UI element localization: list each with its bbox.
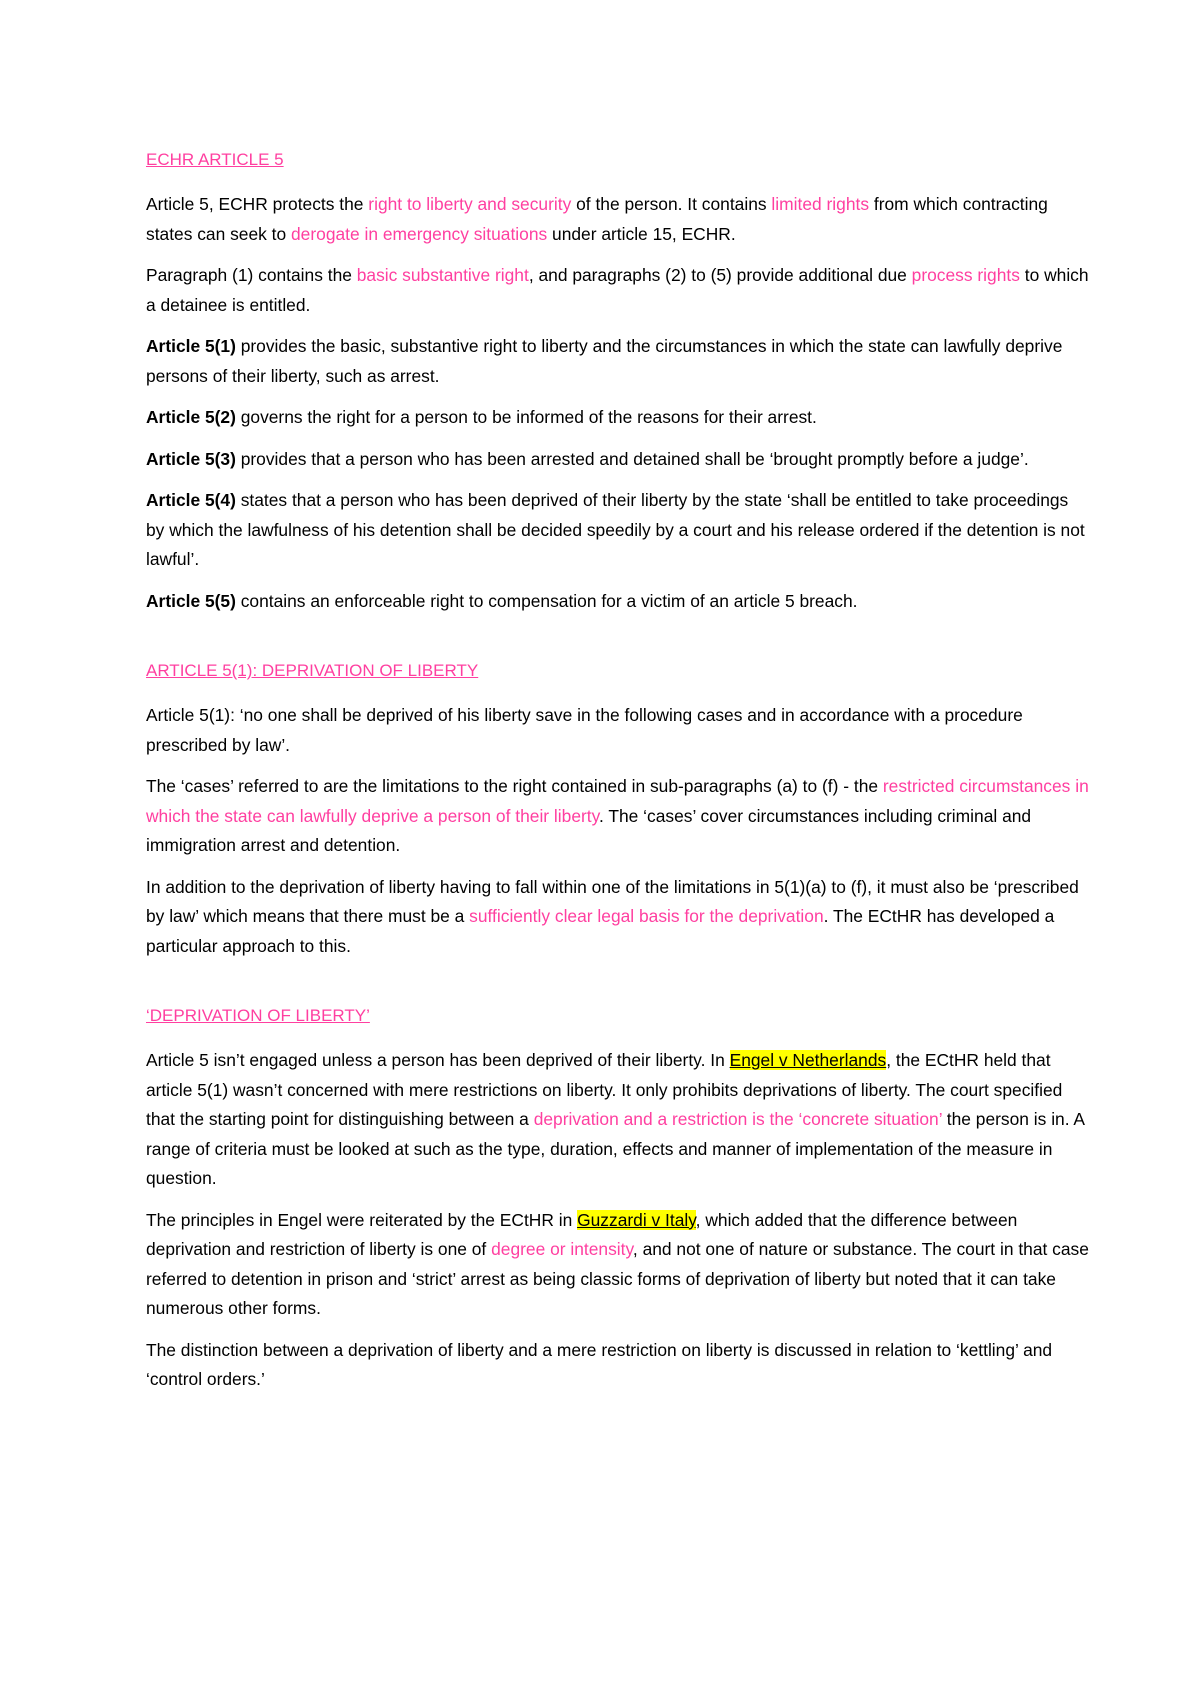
- text-run: contains an enforceable right to compensation for a victim of an article 5 breach.: [235, 590, 858, 611]
- text-run: . The ECtHR has developed a particular approach to this.: [146, 906, 1055, 956]
- text-run: The ‘cases’ referred to are the limitations to the right contained in sub-paragraphs (a) to (f) - the: [146, 776, 883, 796]
- pink-text: right to liberty and security: [368, 194, 572, 214]
- paragraph: [146, 587, 1090, 617]
- text-run: to which a detainee is entitled.: [146, 265, 1089, 315]
- bold-article-ref: Article 5(4): [146, 490, 236, 510]
- text-run: , and not one of nature or substance. The court in that case referred to detention in prison and ‘strict’ arrest as being classic forms of deprivation of liberty but noted that it can take numerous other forms.: [146, 1239, 1089, 1318]
- pink-text: degree or intensity: [491, 1239, 633, 1259]
- paragraph: [146, 403, 1090, 433]
- highlighted-case-name: Engel v Netherlands: [729, 1050, 887, 1070]
- section-heading-deprivation-of-liberty: ‘DEPRIVATION OF LIBERTY’: [146, 1006, 370, 1025]
- text-run: The distinction between a deprivation of liberty and a mere restriction on liberty is discussed in relation to ‘kettling’ and ‘control orders.’: [146, 1339, 1053, 1389]
- paragraph: [146, 486, 1090, 575]
- text-run: , which added that the difference between deprivation and restriction of liberty is one of: [146, 1209, 1018, 1259]
- text-run: provides the basic, substantive right to liberty and the circumstances in which the state can lawfully deprive persons of their liberty, such as arrest.: [146, 336, 1063, 386]
- text-run: under article 15, ECHR.: [547, 223, 736, 244]
- pink-text: basic substantive right: [356, 265, 529, 285]
- pink-text: process rights: [911, 265, 1020, 285]
- paragraph: [146, 873, 1090, 962]
- paragraph: [146, 332, 1090, 391]
- text-run: Article 5 isn’t engaged unless a person has been deprived of their liberty. In: [146, 1050, 730, 1070]
- bold-article-ref: Article 5(3): [146, 448, 236, 469]
- paragraph: [146, 1206, 1090, 1324]
- text-run: states that a person who has been deprived of their liberty by the state ‘shall be entitled to take proceedings by which the lawfulness of his detention shall be decided speedily by a court and his release ordered if the detention is not lawful’.: [146, 490, 1085, 569]
- paragraph: [146, 772, 1090, 861]
- text-run: provides that a person who has been arrested and detained shall be ‘brought promptly before a judge’.: [235, 448, 1029, 469]
- pink-text: deprivation and a restriction is the ‘concrete situation’: [533, 1109, 942, 1129]
- paragraph: [146, 1336, 1090, 1395]
- pink-text: derogate in emergency situations: [291, 223, 548, 244]
- text-run: Article 5(1): ‘no one shall be deprived of his liberty save in the following cases and in accordance with a procedure prescribed by law’.: [146, 705, 1023, 755]
- spacer: [146, 973, 1090, 1001]
- section-heading-article-5-1: ARTICLE 5(1): DEPRIVATION OF LIBERTY: [146, 661, 479, 680]
- text-run: . The ‘cases’ cover circumstances including criminal and immigration arrest and detention.: [146, 805, 1032, 855]
- text-run: governs the right for a person to be informed of the reasons for their arrest.: [235, 407, 817, 427]
- paragraph: [146, 1046, 1090, 1194]
- text-run: Article 5, ECHR protects the: [146, 194, 369, 214]
- bold-article-ref: Article 5(1): [146, 336, 236, 356]
- bold-article-ref: Article 5(5): [146, 590, 236, 611]
- paragraph: [146, 701, 1090, 760]
- paragraph: [146, 261, 1090, 320]
- text-run: of the person. It contains: [571, 194, 772, 214]
- text-run: from which contracting states can seek to: [146, 194, 1048, 244]
- pink-text: limited rights: [771, 194, 870, 214]
- highlighted-case-name: Guzzardi v Italy: [577, 1209, 696, 1230]
- paragraph: [146, 445, 1090, 475]
- text-run: , and paragraphs (2) to (5) provide additional due: [528, 265, 912, 285]
- section-heading-echr-article-5: ECHR ARTICLE 5: [146, 150, 284, 169]
- pink-text: restricted circumstances in which the state can lawfully deprive a person of their liberty: [146, 776, 1089, 826]
- text-run: The principles in Engel were reiterated by the ECtHR in: [146, 1209, 578, 1230]
- paragraph: [146, 190, 1090, 249]
- bold-article-ref: Article 5(2): [146, 407, 236, 427]
- text-run: , the ECtHR held that article 5(1) wasn’t concerned with mere restrictions on liberty. It only prohibits deprivations of liberty. The court specified that the starting point for distinguishing between a: [146, 1050, 1063, 1129]
- spacer: [146, 628, 1090, 656]
- text-run: the person is in. A range of criteria must be looked at such as the type, duration, effects and manner of implementation of the measure in question.: [146, 1109, 1085, 1188]
- pink-text: sufficiently clear legal basis for the deprivation: [469, 906, 824, 926]
- text-run: Paragraph (1) contains the: [146, 265, 357, 285]
- text-run: In addition to the deprivation of liberty having to fall within one of the limitations in 5(1)(a) to (f), it must also be ‘prescribed by law’ which means that there must be a: [146, 876, 1079, 926]
